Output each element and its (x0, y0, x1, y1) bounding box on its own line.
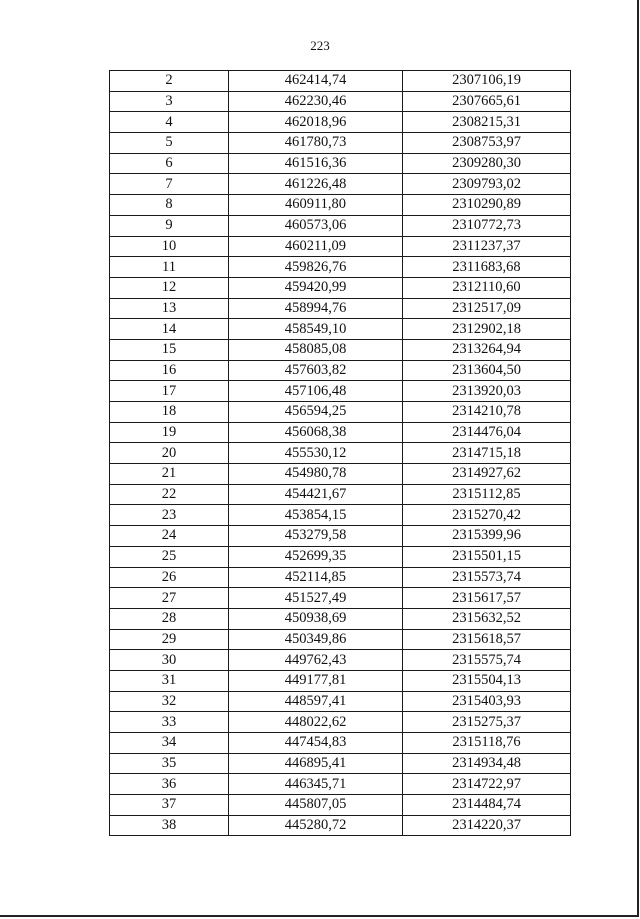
point-number-cell: 12 (110, 277, 229, 298)
x-coordinate-cell: 457603,82 (229, 360, 403, 381)
coordinates-table-body (110, 71, 571, 836)
x-coordinate-cell: 450938,69 (229, 608, 403, 629)
point-number-cell: 36 (110, 774, 229, 795)
point-number-cell: 20 (110, 443, 229, 464)
x-coordinate-cell: 460211,09 (229, 236, 403, 257)
x-coordinate-cell: 462230,46 (229, 91, 403, 112)
table-row (110, 402, 571, 423)
point-number-cell: 37 (110, 795, 229, 816)
y-coordinate-cell: 2314484,74 (403, 795, 571, 816)
page-number: 223 (310, 38, 330, 53)
y-coordinate-cell: 2312110,60 (403, 277, 571, 298)
table-row (110, 174, 571, 195)
table-row (110, 464, 571, 485)
y-coordinate-cell: 2315573,74 (403, 567, 571, 588)
x-coordinate-cell: 451527,49 (229, 588, 403, 609)
y-coordinate-cell: 2311237,37 (403, 236, 571, 257)
y-coordinate-cell: 2315575,74 (403, 650, 571, 671)
y-coordinate-cell: 2309280,30 (403, 153, 571, 174)
point-number-cell: 19 (110, 422, 229, 443)
y-coordinate-cell: 2315399,96 (403, 526, 571, 547)
table-row (110, 546, 571, 567)
table-row (110, 422, 571, 443)
table-row (110, 236, 571, 257)
x-coordinate-cell: 455530,12 (229, 443, 403, 464)
y-coordinate-cell: 2314476,04 (403, 422, 571, 443)
table-row (110, 567, 571, 588)
point-number-cell: 9 (110, 215, 229, 236)
x-coordinate-cell: 456594,25 (229, 402, 403, 423)
x-coordinate-cell: 452699,35 (229, 546, 403, 567)
y-coordinate-cell: 2315632,52 (403, 608, 571, 629)
point-number-cell: 34 (110, 733, 229, 754)
point-number-cell: 6 (110, 153, 229, 174)
x-coordinate-cell: 459826,76 (229, 257, 403, 278)
table-row (110, 443, 571, 464)
point-number-cell: 22 (110, 484, 229, 505)
y-coordinate-cell: 2314927,62 (403, 464, 571, 485)
point-number-cell: 31 (110, 670, 229, 691)
y-coordinate-cell: 2310290,89 (403, 195, 571, 216)
y-coordinate-cell: 2314220,37 (403, 815, 571, 836)
point-number-cell: 27 (110, 588, 229, 609)
coordinates-table (109, 70, 571, 836)
point-number-cell: 11 (110, 257, 229, 278)
table-row (110, 712, 571, 733)
x-coordinate-cell: 458549,10 (229, 319, 403, 340)
point-number-cell: 21 (110, 464, 229, 485)
x-coordinate-cell: 450349,86 (229, 629, 403, 650)
y-coordinate-cell: 2311683,68 (403, 257, 571, 278)
table-row (110, 298, 571, 319)
point-number-cell: 3 (110, 91, 229, 112)
point-number-cell: 8 (110, 195, 229, 216)
point-number-cell: 7 (110, 174, 229, 195)
x-coordinate-cell: 454421,67 (229, 484, 403, 505)
x-coordinate-cell: 448597,41 (229, 691, 403, 712)
table-row (110, 629, 571, 650)
x-coordinate-cell: 461516,36 (229, 153, 403, 174)
y-coordinate-cell: 2309793,02 (403, 174, 571, 195)
x-coordinate-cell: 453854,15 (229, 505, 403, 526)
y-coordinate-cell: 2312902,18 (403, 319, 571, 340)
table-row (110, 91, 571, 112)
point-number-cell: 33 (110, 712, 229, 733)
point-number-cell: 24 (110, 526, 229, 547)
y-coordinate-cell: 2315504,13 (403, 670, 571, 691)
point-number-cell: 32 (110, 691, 229, 712)
table-row (110, 195, 571, 216)
table-row (110, 133, 571, 154)
point-number-cell: 25 (110, 546, 229, 567)
x-coordinate-cell: 446345,71 (229, 774, 403, 795)
point-number-cell: 23 (110, 505, 229, 526)
point-number-cell: 38 (110, 815, 229, 836)
table-row (110, 319, 571, 340)
y-coordinate-cell: 2307665,61 (403, 91, 571, 112)
table-row (110, 815, 571, 836)
y-coordinate-cell: 2314210,78 (403, 402, 571, 423)
table-row (110, 733, 571, 754)
table-row (110, 505, 571, 526)
y-coordinate-cell: 2315118,76 (403, 733, 571, 754)
x-coordinate-cell: 454980,78 (229, 464, 403, 485)
table-row (110, 650, 571, 671)
x-coordinate-cell: 460573,06 (229, 215, 403, 236)
x-coordinate-cell: 462414,74 (229, 71, 403, 92)
y-coordinate-cell: 2315112,85 (403, 484, 571, 505)
point-number-cell: 30 (110, 650, 229, 671)
point-number-cell: 17 (110, 381, 229, 402)
table-row (110, 526, 571, 547)
table-row (110, 588, 571, 609)
y-coordinate-cell: 2315617,57 (403, 588, 571, 609)
y-coordinate-cell: 2314722,97 (403, 774, 571, 795)
table-row (110, 257, 571, 278)
x-coordinate-cell: 458085,08 (229, 339, 403, 360)
x-coordinate-cell: 453279,58 (229, 526, 403, 547)
point-number-cell: 13 (110, 298, 229, 319)
y-coordinate-cell: 2307106,19 (403, 71, 571, 92)
table-row (110, 153, 571, 174)
point-number-cell: 18 (110, 402, 229, 423)
x-coordinate-cell: 449177,81 (229, 670, 403, 691)
point-number-cell: 29 (110, 629, 229, 650)
point-number-cell: 2 (110, 71, 229, 92)
x-coordinate-cell: 458994,76 (229, 298, 403, 319)
table-row (110, 71, 571, 92)
table-row (110, 360, 571, 381)
table-row (110, 753, 571, 774)
x-coordinate-cell: 448022,62 (229, 712, 403, 733)
y-coordinate-cell: 2314715,18 (403, 443, 571, 464)
y-coordinate-cell: 2312517,09 (403, 298, 571, 319)
table-row (110, 774, 571, 795)
table-row (110, 484, 571, 505)
y-coordinate-cell: 2315275,37 (403, 712, 571, 733)
point-number-cell: 28 (110, 608, 229, 629)
y-coordinate-cell: 2313264,94 (403, 339, 571, 360)
x-coordinate-cell: 445280,72 (229, 815, 403, 836)
y-coordinate-cell: 2308753,97 (403, 133, 571, 154)
table-row (110, 339, 571, 360)
x-coordinate-cell: 461780,73 (229, 133, 403, 154)
point-number-cell: 26 (110, 567, 229, 588)
y-coordinate-cell: 2315501,15 (403, 546, 571, 567)
x-coordinate-cell: 459420,99 (229, 277, 403, 298)
y-coordinate-cell: 2310772,73 (403, 215, 571, 236)
point-number-cell: 16 (110, 360, 229, 381)
y-coordinate-cell: 2308215,31 (403, 112, 571, 133)
point-number-cell: 14 (110, 319, 229, 340)
point-number-cell: 15 (110, 339, 229, 360)
point-number-cell: 10 (110, 236, 229, 257)
y-coordinate-cell: 2315403,93 (403, 691, 571, 712)
y-coordinate-cell: 2313604,50 (403, 360, 571, 381)
point-number-cell: 4 (110, 112, 229, 133)
y-coordinate-cell: 2315270,42 (403, 505, 571, 526)
table-row (110, 691, 571, 712)
x-coordinate-cell: 447454,83 (229, 733, 403, 754)
table-row (110, 670, 571, 691)
point-number-cell: 35 (110, 753, 229, 774)
table-row (110, 277, 571, 298)
table-row (110, 795, 571, 816)
x-coordinate-cell: 460911,80 (229, 195, 403, 216)
x-coordinate-cell: 445807,05 (229, 795, 403, 816)
y-coordinate-cell: 2315618,57 (403, 629, 571, 650)
x-coordinate-cell: 456068,38 (229, 422, 403, 443)
x-coordinate-cell: 452114,85 (229, 567, 403, 588)
y-coordinate-cell: 2313920,03 (403, 381, 571, 402)
table-row (110, 381, 571, 402)
x-coordinate-cell: 462018,96 (229, 112, 403, 133)
x-coordinate-cell: 461226,48 (229, 174, 403, 195)
table-row (110, 112, 571, 133)
point-number-cell: 5 (110, 133, 229, 154)
x-coordinate-cell: 446895,41 (229, 753, 403, 774)
table-row (110, 215, 571, 236)
table-row (110, 608, 571, 629)
x-coordinate-cell: 449762,43 (229, 650, 403, 671)
x-coordinate-cell: 457106,48 (229, 381, 403, 402)
y-coordinate-cell: 2314934,48 (403, 753, 571, 774)
